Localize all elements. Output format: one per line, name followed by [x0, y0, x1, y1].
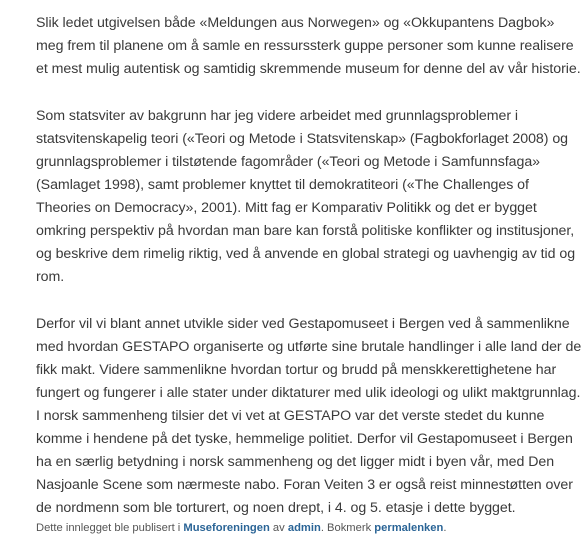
- meta-suffix-text: .: [443, 522, 447, 534]
- paragraph-3: [36, 313, 581, 520]
- paragraph-line: Derfor vil vi blant annet utvikle sider ved Gestapomuseet i Bergen ved å sammenlikne: [36, 316, 570, 332]
- paragraph-line: fikk makt. Videre sammenlikne hvordan tortur og brudd på menskkerettighetene har: [36, 362, 557, 378]
- category-link[interactable]: Museforeningen: [183, 522, 270, 534]
- paragraph-line: I norsk sammenheng tilsier det vi vet at GESTAPO var det verste stedet du kunne: [36, 408, 545, 424]
- paragraph-line: og beskrive dem rimelig riktig, ved å anvende en global strategi og uavhengig av tid og: [36, 246, 576, 262]
- paragraph-line: Som statsviter av bakgrunn har jeg videre arbeidet med grunnlagsproblemer i: [36, 108, 519, 124]
- meta-prefix-text: Dette innlegget ble publisert i: [36, 522, 184, 534]
- paragraph-line: fungert og fungerer i alle stater under diktaturer med ulik ideologi og ulikt maktgrunnlag.: [36, 385, 581, 401]
- paragraph-line: et mest mulig autentisk og samtidig skremmende museum for denne del av vår historie.: [36, 61, 581, 77]
- paragraph-line: komme i hendene på det tyske, hemmelige politiet. Derfor vil Gestapomuseet i Bergen: [36, 431, 573, 447]
- paragraph-line: Theories on Democracy», 2001). Mitt fag er Komparativ Politikk og det er bygget: [36, 200, 537, 216]
- paragraph-line: meg frem til planene om å samle en ressurssterk guppe personer som kunne realisere: [36, 38, 574, 54]
- paragraph-2: [36, 105, 576, 289]
- paragraph-1: [36, 12, 581, 81]
- post-meta: [36, 521, 446, 535]
- author-link[interactable]: admin: [287, 522, 321, 534]
- paragraph-line: Slik ledet utgivelsen både «Meldungen aus Norwegen» og «Okkupantens Dagbok»: [36, 15, 555, 31]
- paragraph-line: rom.: [36, 269, 65, 285]
- meta-bookmark-text: . Bokmerk: [320, 522, 375, 534]
- meta-by-text: av: [269, 522, 288, 534]
- paragraph-line: omkring perspektiv på hvordan man bare kan forstå politiske konflikter og institusjoner,: [36, 223, 575, 239]
- post-content: [36, 12, 581, 520]
- paragraph-line: statsvitenskapelig teori («Teori og Metode i Statsvitenskap» (Fagbokforlaget 2008) og: [36, 131, 569, 147]
- paragraph-line: de nordmenn som ble torturert, og noen drept, i 4. og 5. etasje i dette bygget.: [36, 500, 516, 516]
- paragraph-line: (Samlaget 1998), samt problemer knyttet til demokratiteori («The Challenges of: [36, 177, 529, 193]
- paragraph-line: Nasjoanle Scene som nærmeste nabo. Foran Veiten 3 er også reist minnestøtten over: [36, 477, 573, 493]
- permalink-link[interactable]: permalenken: [374, 522, 444, 534]
- paragraph-line: ha en særlig betydning i norsk sammenheng og det ligger midt i byen vår, med Den: [36, 454, 555, 470]
- paragraph-line: grunnlagsproblemer i tilstøtende fagområder («Teori og Metode i Samfunnsfaga»: [36, 154, 541, 170]
- paragraph-line: med hvordan GESTAPO organiserte og utførte sine brutale handlinger i alle land der de: [36, 339, 581, 355]
